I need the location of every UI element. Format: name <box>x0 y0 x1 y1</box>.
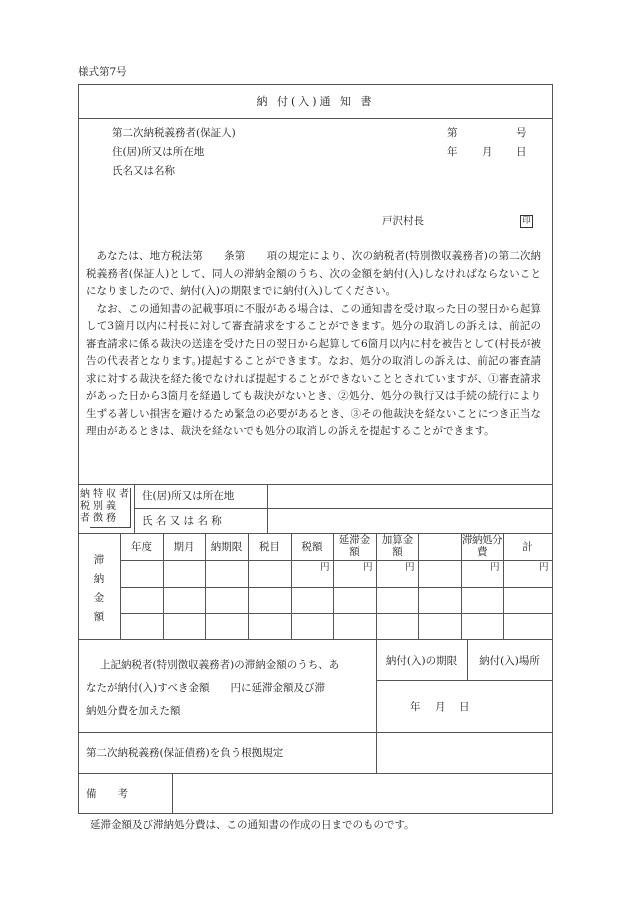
header-period: 期月 <box>173 541 195 553</box>
taxpayer-label-col1: 納 税 者 <box>80 489 90 524</box>
taxpayer-label-col2: 特 別 徴 <box>93 489 103 524</box>
addressee-name-label: 氏名又は名称 <box>112 165 175 177</box>
remarks-label: 備 考 <box>86 788 128 800</box>
delinquent-side-label: 滞 納 金 額 <box>93 554 105 623</box>
doc-number-go: 号 <box>516 127 527 139</box>
payment-deadline-label: 納付(入)の期限 <box>385 655 458 667</box>
header-due-date: 納期限 <box>210 541 243 553</box>
body-paragraph-2: なお、この通知書の記載事項に不服がある場合は、この通知書を受け取った日の翌日から起算して3箇月以内に村長に対して審査請求をすることができます。処分の取消しの訴えは、前記の審査請求に係る裁決の送達を受けた日の翌日から起算して6箇月以内に村を被告として(村長が被告の代表者となります。)提起することができます。なお、処分の取消しの訴えは、前記の審査請求に対する裁決を経た後でなければ提起することができないこととされていますが、①審査請求があった日から3箇月を経過しても裁決がないとき、②処分、処分の執行又は手続の続行により生ずる著しい損害を避けるため緊急の必要があるとき、③その他裁決を経ないことにつき正当な理由があるときは、裁決を経ないでも処分の取消しの訴えを提起することができます。 <box>86 302 541 437</box>
taxpayer-address-label: 住(居)所又は所在地 <box>142 490 235 502</box>
payment-date-year: 年 <box>410 701 421 713</box>
header-total: 計 <box>522 541 533 553</box>
header-late-fee: 延滞金額 <box>338 534 371 558</box>
header-additional-tax: 加算金額 <box>381 534 414 558</box>
payment-place-label: 納付(入)場所 <box>479 655 540 667</box>
addressee-role: 第二次納税義務者(保証人) <box>112 127 236 139</box>
header-year: 年度 <box>131 541 152 553</box>
addressee-address-label: 住(居)所又は所在地 <box>112 146 205 158</box>
taxpayer-label-brace <box>90 488 131 528</box>
header-tax-item: 税目 <box>259 541 280 553</box>
body-paragraph-1: あなたは、地方税法第 条第 項の規定により、次の納税者(特別徴収義務者)の第二次納税義務者(保証人)として、同人の滞納金額のうち、次の金額を納付(入)しなければならないことになりましたので、納付(入)の期限までに納付(入)してください。 <box>86 250 541 297</box>
yen-tax-amount: 円 <box>320 562 330 573</box>
date-month: 月 <box>482 146 493 158</box>
seal-mark: 印 <box>520 215 533 228</box>
header-disposition-cost: 滞納処分費 <box>462 534 502 558</box>
date-year: 年 <box>447 146 458 158</box>
issuer: 戸沢村長 <box>382 215 424 227</box>
body-text <box>86 248 541 441</box>
taxpayer-label-col3: 収 義 務 <box>106 489 116 524</box>
basis-label: 第二次納税義務(保証債務)を負う根拠規定 <box>86 747 284 759</box>
date-day: 日 <box>516 146 527 158</box>
yen-additional-tax: 円 <box>405 562 415 573</box>
footnote: 延滞金額及び滞納処分費は、この通知書の作成の日までのものです。 <box>90 819 415 831</box>
doc-number-dai: 第 <box>447 127 458 139</box>
payment-text-line2: なたが納付(入)すべき金額 円に延滞金額及び滞 <box>86 682 325 694</box>
form-number: 様式第7号 <box>78 66 127 78</box>
yen-late-fee: 円 <box>363 562 373 573</box>
payment-date-month: 月 <box>435 701 446 713</box>
payment-text-line1: 上記納税者(特別徴収義務者)の滞納金額のうち、あ <box>100 659 340 671</box>
taxpayer-label-col4: 者 <box>119 489 129 500</box>
payment-text-line3: 納処分費を加えた額 <box>86 705 181 717</box>
yen-disposition-cost: 円 <box>490 562 500 573</box>
header-tax-amount: 税額 <box>301 541 323 553</box>
yen-total: 円 <box>539 562 549 573</box>
payment-date-day: 日 <box>459 701 470 713</box>
document-title: 納 付(入)通 知 書 <box>256 95 375 108</box>
taxpayer-name-label: 氏 名 又 は 名 称 <box>142 515 222 527</box>
